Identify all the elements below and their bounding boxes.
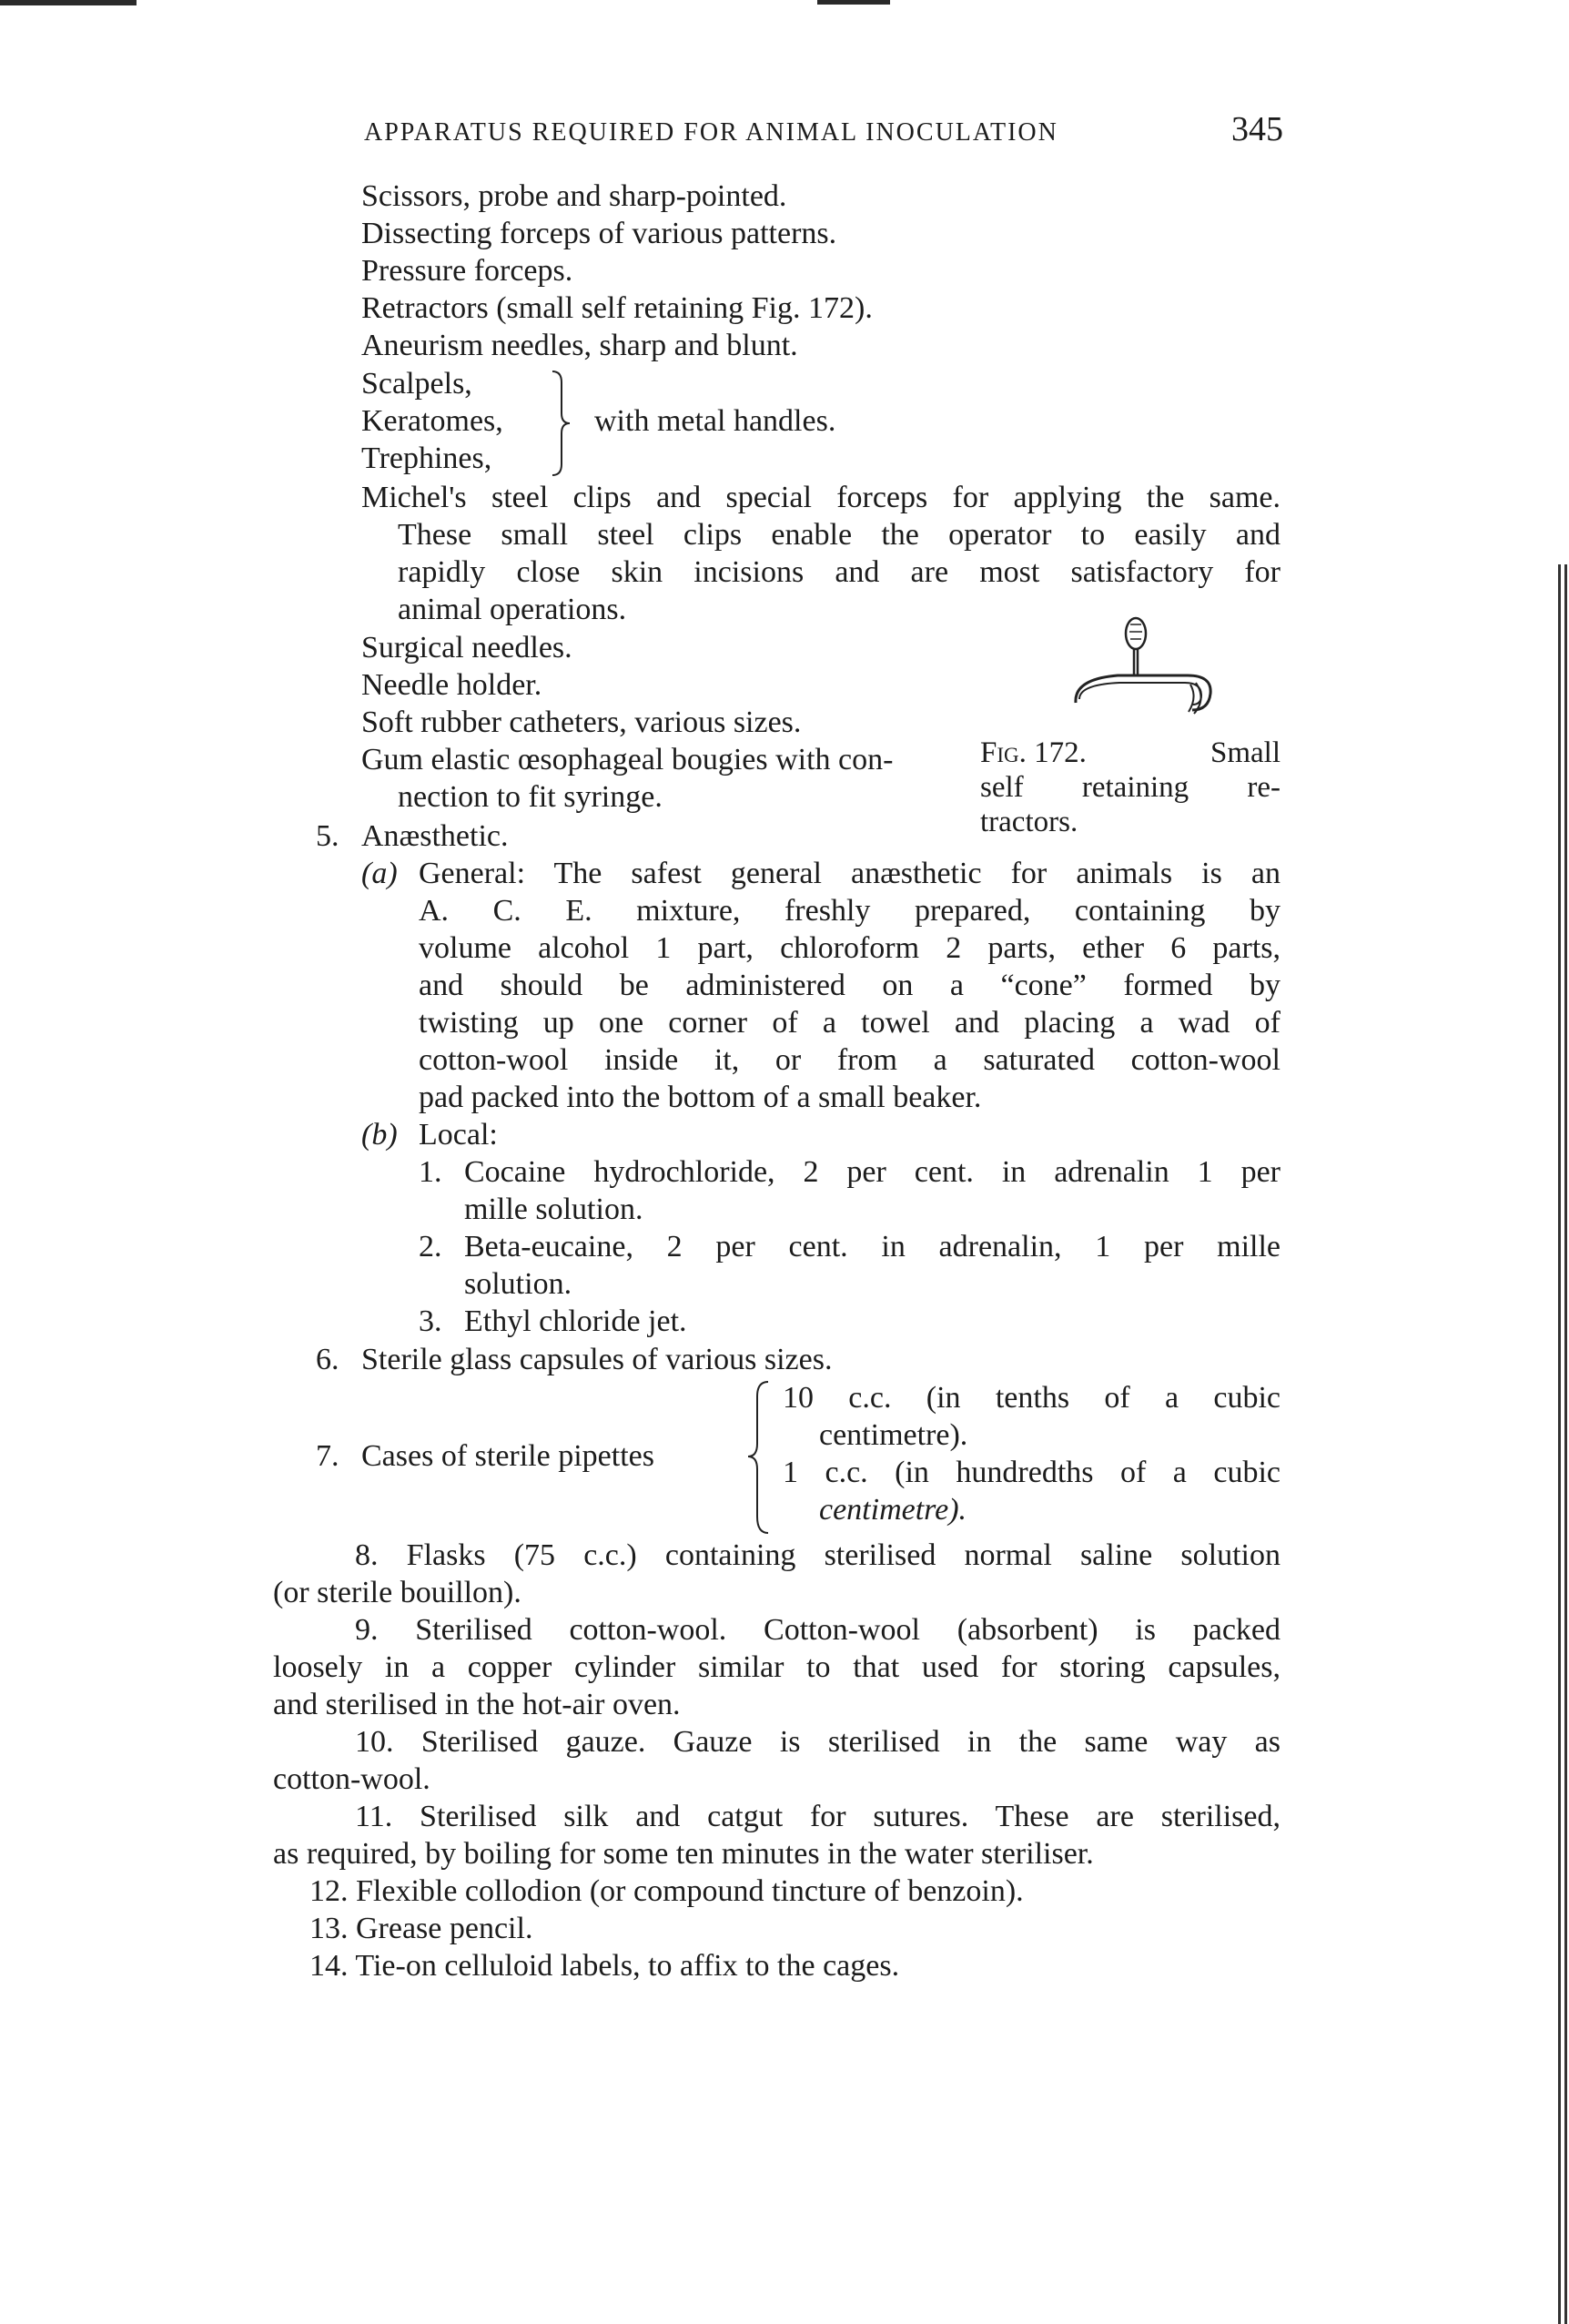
list-item: Keratomes, [361, 404, 503, 438]
scan-mark-left [0, 0, 137, 5]
paragraph-line: volume alcohol 1 part, chloroform 2 parts, ether 6 parts, [419, 931, 1281, 965]
sublist-label: (b) [361, 1118, 398, 1152]
list-item: Needle holder. [361, 668, 542, 702]
item-number: 3. [419, 1304, 442, 1338]
list-item: Aneurism needles, sharp and blunt. [361, 329, 798, 362]
list-item: Pressure forceps. [361, 254, 573, 288]
list-item: Trephines, [361, 441, 492, 475]
paragraph-line: Ethyl chloride jet. [464, 1304, 687, 1338]
page-edge-rule [1564, 564, 1567, 2324]
handles-note: with metal handles. [594, 404, 836, 438]
running-title: APPARATUS REQUIRED FOR ANIMAL INOCULATION [364, 118, 1058, 147]
michel-clips-line: These small steel clips enable the operator to easily and [398, 518, 1281, 552]
michel-clips-line: rapidly close skin incisions and are most satisfactory for [398, 555, 1281, 589]
pipette-option: 1 c.c. (in hundredths of a cubic [783, 1456, 1281, 1489]
pipette-option: 10 c.c. (in tenths of a cubic [783, 1381, 1281, 1415]
paragraph-line: Beta-eucaine, 2 per cent. in adrenalin, 1 per mille [464, 1230, 1281, 1263]
paragraph-line: A. C. E. mixture, freshly prepared, containing by [419, 894, 1281, 928]
paragraph-line: 8. Flasks (75 c.c.) containing sterilised normal saline solution [355, 1538, 1281, 1572]
figure-label: Fig. 172. [980, 736, 1087, 769]
page-number: 345 [1231, 110, 1283, 148]
paragraph-line: 9. Sterilised cotton-wool. Cotton-wool (absorbent) is packed [355, 1613, 1281, 1647]
paragraph-line: 12. Flexible collodion (or compound tincture of benzoin). [309, 1874, 1024, 1908]
figure-caption-text: self retaining re- [980, 771, 1281, 804]
paragraph-line: General: The safest general anæsthetic for animals is an [419, 857, 1281, 890]
page-edge-rule [1558, 564, 1561, 2324]
paragraph-line: cotton-wool. [273, 1762, 430, 1796]
paragraph-line: solution. [464, 1267, 572, 1301]
paragraph-line: loosely in a copper cylinder similar to that used for storing capsules, [273, 1650, 1281, 1684]
pipette-option: centimetre). [819, 1418, 968, 1452]
item-number: 1. [419, 1155, 442, 1189]
paragraph-line: twisting up one corner of a towel and placing a wad of [419, 1006, 1281, 1040]
paragraph-line: Cocaine hydrochloride, 2 per cent. in adrenalin 1 per [464, 1155, 1281, 1189]
section-title: Local: [419, 1118, 498, 1152]
figure-caption-text: tractors. [980, 806, 1078, 838]
running-header [364, 109, 1283, 149]
paragraph-line: Cases of sterile pipettes [361, 1439, 654, 1473]
list-item: Dissecting forceps of various patterns. [361, 217, 837, 250]
item-number: 7. [316, 1439, 339, 1473]
michel-clips-line: animal operations. [398, 593, 627, 626]
item-number: 5. [316, 819, 339, 853]
list-item: Gum elastic œsophageal bougies with con- [361, 743, 894, 776]
scan-mark-center [817, 0, 890, 5]
paragraph-line: Sterile glass capsules of various sizes. [361, 1343, 833, 1376]
left-brace [744, 1380, 772, 1535]
paragraph-line: 10. Sterilised gauze. Gauze is sterilised in the same way as [355, 1725, 1281, 1759]
list-item: nection to fit syringe. [398, 780, 663, 814]
list-item: Scissors, probe and sharp-pointed. [361, 179, 787, 213]
item-number: 6. [316, 1343, 339, 1376]
paragraph-line: (or sterile bouillon). [273, 1576, 521, 1609]
pipette-option: centimetre). [819, 1493, 967, 1527]
sublist-label: (a) [361, 857, 398, 890]
right-brace [551, 370, 572, 477]
paragraph-line: pad packed into the bottom of a small beaker. [419, 1081, 982, 1114]
paragraph-line: mille solution. [464, 1192, 643, 1226]
list-item: Retractors (small self retaining Fig. 172). [361, 291, 873, 325]
paragraph-line: 11. Sterilised silk and catgut for sutures. These are sterilised, [355, 1800, 1281, 1833]
figure-caption [980, 736, 1281, 839]
list-item: Soft rubber catheters, various sizes. [361, 705, 802, 739]
paragraph-line: 13. Grease pencil. [309, 1912, 533, 1945]
paragraph-line: and sterilised in the hot-air oven. [273, 1688, 681, 1721]
figure-caption-text: Small [1210, 736, 1281, 769]
section-title: Anæsthetic. [361, 819, 509, 853]
item-number: 2. [419, 1230, 442, 1263]
paragraph-line: as required, by boiling for some ten minutes in the water steriliser. [273, 1837, 1094, 1871]
michel-clips-line: Michel's steel clips and special forceps for applying the same. [361, 481, 1281, 514]
retractor-illustration [1056, 612, 1229, 721]
paragraph-line: 14. Tie-on celluloid labels, to affix to the cages. [309, 1949, 900, 1983]
paragraph-line: and should be administered on a “cone” formed by [419, 969, 1281, 1002]
paragraph-line: cotton-wool inside it, or from a saturated cotton-wool [419, 1043, 1281, 1077]
list-item: Scalpels, [361, 367, 472, 401]
list-item: Surgical needles. [361, 631, 572, 665]
